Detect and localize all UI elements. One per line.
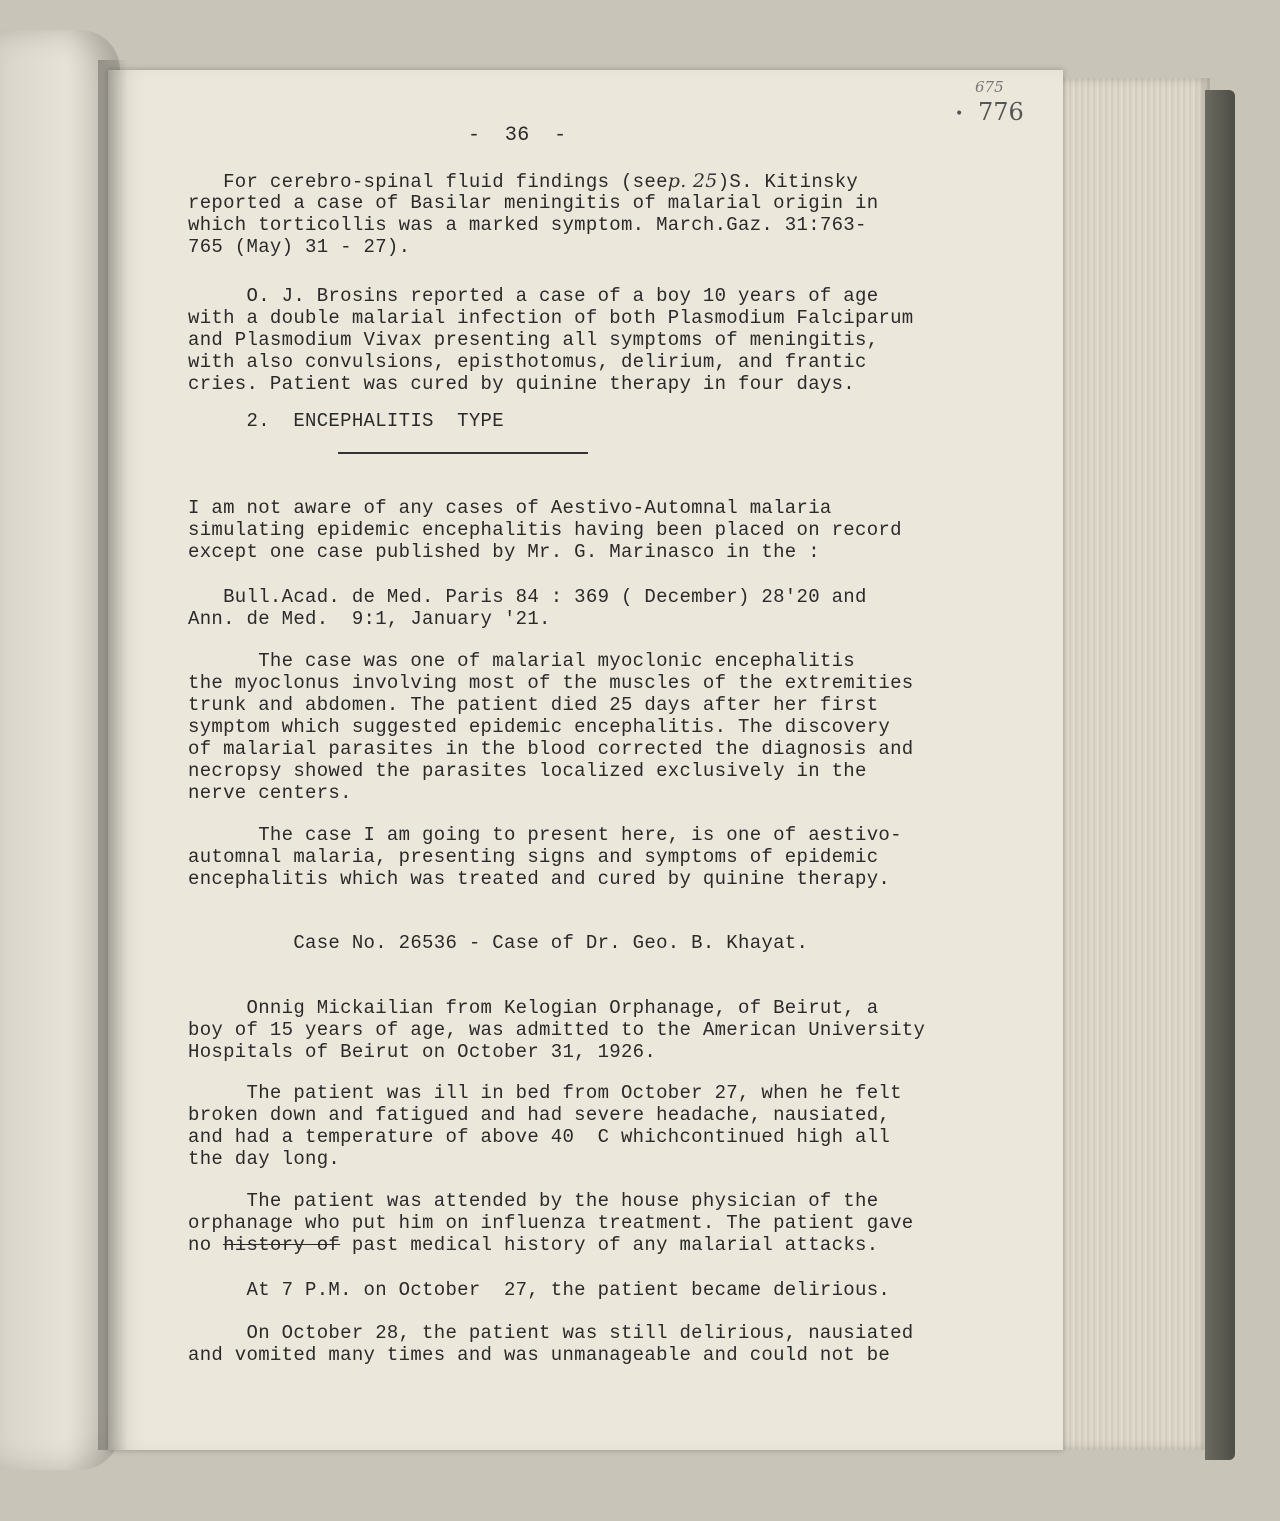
folio-pencil: 675 — [975, 78, 1004, 96]
folio-mark-icon: • — [955, 106, 964, 122]
p8-line-1: The patient was ill in bed from October 27, when he felt — [188, 1082, 902, 1104]
folio-stamp: 776 — [978, 98, 1024, 126]
p7-line-1: Onnig Mickailian from Kelogian Orphanage, of Beirut, a — [188, 997, 879, 1019]
p6-line-2: automnal malaria, presenting signs and symptoms of epidemic — [188, 846, 879, 868]
p5-line-7: nerve centers. — [188, 782, 352, 804]
p2-line-4: with also convulsions, episthotomus, delirium, and frantic — [188, 351, 867, 373]
p5-line-5: of malarial parasites in the blood corrected the diagnosis and — [188, 738, 914, 760]
p1-line-2: reported a case of Basilar meningitis of malarial origin in — [188, 192, 879, 214]
p11-line-1: On October 28, the patient was still delirious, nausiated — [188, 1322, 914, 1344]
p2-line-2: with a double malarial infection of both Plasmodium Falciparum — [188, 307, 914, 329]
p5-line-2: the myoclonus involving most of the muscles of the extremities — [188, 672, 914, 694]
p1-line-1: For cerebro-spinal fluid findings (seep. 25)S. Kitinsky — [188, 170, 859, 193]
book-gutter — [98, 60, 128, 1450]
p6-line-1: The case I am going to present here, is one of aestivo- — [188, 824, 902, 846]
p3-line-2: simulating epidemic encephalitis having been placed on record — [188, 519, 902, 541]
page-edges — [1060, 78, 1210, 1450]
handwritten-annotation: p. 25 — [667, 170, 718, 192]
p2-line-3: and Plasmodium Vivax presenting all symptoms of meningitis, — [188, 329, 879, 351]
struck-text: history of — [223, 1234, 341, 1256]
p2-line-1: O. J. Brosins reported a case of a boy 10 years of age — [188, 285, 879, 307]
p3-line-1: I am not aware of any cases of Aestivo-Automnal malaria — [188, 497, 832, 519]
p2-line-5: cries. Patient was cured by quinine therapy in four days. — [188, 373, 856, 395]
case-line: Case No. 26536 - Case of Dr. Geo. B. Khayat. — [188, 932, 809, 954]
section-heading: 2. ENCEPHALITIS TYPE — [188, 410, 504, 432]
book-cover — [1205, 90, 1235, 1460]
p1-line-4: 765 (May) 31 - 27). — [188, 236, 411, 258]
p8-line-4: the day long. — [188, 1148, 341, 1170]
p4-line-1: Bull.Acad. de Med. Paris 84 : 369 ( December) 28'20 and — [188, 586, 867, 608]
p11-line-2: and vomited many times and was unmanageable and could not be — [188, 1344, 891, 1366]
p6-line-3: encephalitis which was treated and cured by quinine therapy. — [188, 868, 891, 890]
p3-line-3: except one case published by Mr. G. Marinasco in the : — [188, 541, 820, 563]
p7-line-2: boy of 15 years of age, was admitted to the American University — [188, 1019, 926, 1041]
p9-line-2: orphanage who put him on influenza treatment. The patient gave — [188, 1212, 914, 1234]
p5-line-4: symptom which suggested epidemic encephalitis. The discovery — [188, 716, 891, 738]
p4-line-2: Ann. de Med. 9:1, January '21. — [188, 608, 551, 630]
page-number: - 36 - — [468, 124, 567, 147]
p5-line-6: necropsy showed the parasites localized exclusively in the — [188, 760, 867, 782]
p9-line-3: no history of past medical history of any malarial attacks. — [188, 1234, 879, 1256]
p9-line-1: The patient was attended by the house physician of the — [188, 1190, 879, 1212]
p5-line-3: trunk and abdomen. The patient died 25 days after her first — [188, 694, 879, 716]
p5-line-1: The case was one of malarial myoclonic encephalitis — [188, 650, 856, 672]
p7-line-3: Hospitals of Beirut on October 31, 1926. — [188, 1041, 657, 1063]
p10-line-1: At 7 P.M. on October 27, the patient became delirious. — [188, 1279, 891, 1301]
p1-line-3: which torticollis was a marked symptom. March.Gaz. 31:763- — [188, 214, 867, 236]
heading-underline — [338, 452, 588, 454]
p8-line-3: and had a temperature of above 40 C whichcontinued high all — [188, 1126, 891, 1148]
p8-line-2: broken down and fatigued and had severe headache, nausiated, — [188, 1104, 891, 1126]
